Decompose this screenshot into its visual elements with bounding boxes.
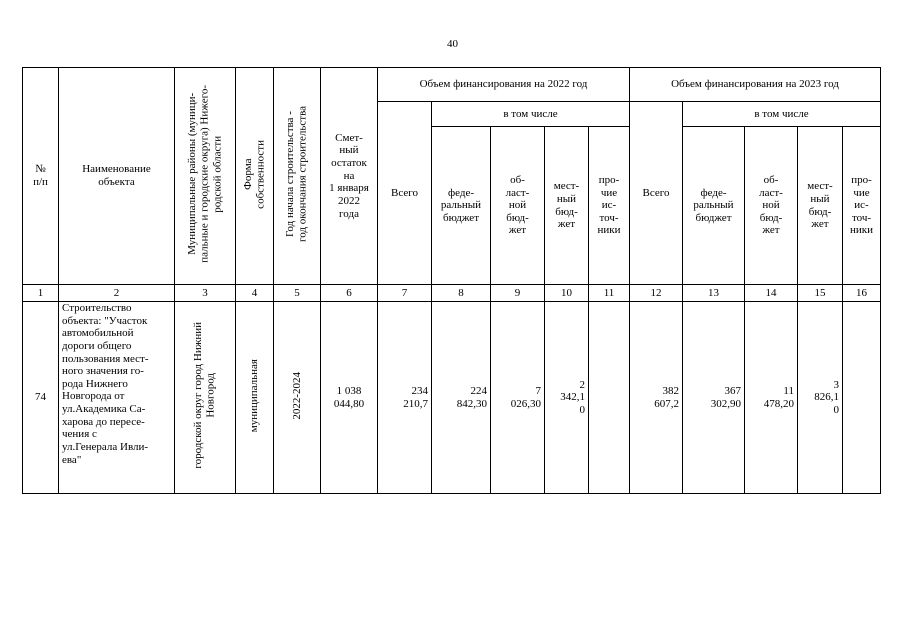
column-number: 16 [843, 285, 881, 302]
district-cell [175, 302, 236, 494]
years-cell [274, 302, 321, 494]
header-fin-2022: Объем финансирования на 2022 год [378, 68, 630, 102]
column-number: 13 [683, 285, 745, 302]
header-years-text: Год начала строительства - год окончания строительства [284, 106, 309, 243]
header-ownership [236, 68, 274, 285]
ownership-cell [236, 302, 274, 494]
header-total-2023: Всего [630, 102, 683, 285]
ownership-text: муниципальная [248, 359, 261, 433]
header-other-2022: про- чие ис- точ- ники [589, 127, 630, 285]
page-number: 40 [447, 38, 458, 50]
header-including-2023: в том числе [683, 102, 881, 127]
header-num: № п/п [23, 68, 59, 285]
header-federal-2023: феде- ральный бюджет [683, 127, 745, 285]
header-including-2022: в том числе [432, 102, 630, 127]
header-fin-2023: Объем финансирования на 2023 год [630, 68, 881, 102]
other-2022-value [589, 302, 630, 494]
header-regional-2022: об- ласт- ной бюд- жет [491, 127, 545, 285]
column-number: 10 [545, 285, 589, 302]
total-2022-value: 234 210,7 [378, 302, 432, 494]
column-number: 9 [491, 285, 545, 302]
regional-2022-value: 7 026,30 [491, 302, 545, 494]
column-number: 2 [59, 285, 175, 302]
financing-table [22, 67, 881, 494]
column-number: 12 [630, 285, 683, 302]
column-number-row [23, 285, 881, 302]
column-number: 11 [589, 285, 630, 302]
column-number: 14 [745, 285, 798, 302]
local-2023-value: 3 826,1 0 [798, 302, 843, 494]
column-number: 15 [798, 285, 843, 302]
table-row [23, 302, 881, 494]
column-number: 4 [236, 285, 274, 302]
federal-2022-value: 224 842,30 [432, 302, 491, 494]
header-total-2022: Всего [378, 102, 432, 285]
column-number: 1 [23, 285, 59, 302]
column-number: 7 [378, 285, 432, 302]
other-2023-value [843, 302, 881, 494]
header-regional-2023: об- ласт- ной бюд- жет [745, 127, 798, 285]
column-number: 6 [321, 285, 378, 302]
header-other-2023: про- чие ис- точ- ники [843, 127, 881, 285]
local-2022-value: 2 342,1 0 [545, 302, 589, 494]
header-district [175, 68, 236, 285]
object-name: Строительство объекта: "Участок автомобильной дороги общего пользования мест- ного значения го- рода Нижнего Новгорода от ул.Академика Са- харова до пересе- чения с ул.Генерала Ивли- ева" [59, 302, 175, 494]
row-number: 74 [23, 302, 59, 494]
header-local-2022: мест- ный бюд- жет [545, 127, 589, 285]
column-number: 3 [175, 285, 236, 302]
district-text: городской округ город Нижний Новгород [192, 322, 217, 469]
balance-value: 1 038 044,80 [321, 302, 378, 494]
federal-2023-value: 367 302,90 [683, 302, 745, 494]
header-ownership-text: Форма собственности [241, 139, 267, 209]
header-federal-2022: феде- ральный бюджет [432, 127, 491, 285]
years-text: 2022-2024 [290, 371, 303, 420]
column-number: 8 [432, 285, 491, 302]
total-2023-value: 382 607,2 [630, 302, 683, 494]
header-local-2023: мест- ный бюд- жет [798, 127, 843, 285]
header-district-text: Муниципальные районы (муници- пальные и городские округа) Нижего- родской области [186, 85, 224, 264]
header-years [274, 68, 321, 285]
regional-2023-value: 11 478,20 [745, 302, 798, 494]
column-number: 5 [274, 285, 321, 302]
header-balance: Смет- ный остаток на 1 января 2022 года [321, 68, 378, 285]
header-name: Наименование объекта [59, 68, 175, 285]
